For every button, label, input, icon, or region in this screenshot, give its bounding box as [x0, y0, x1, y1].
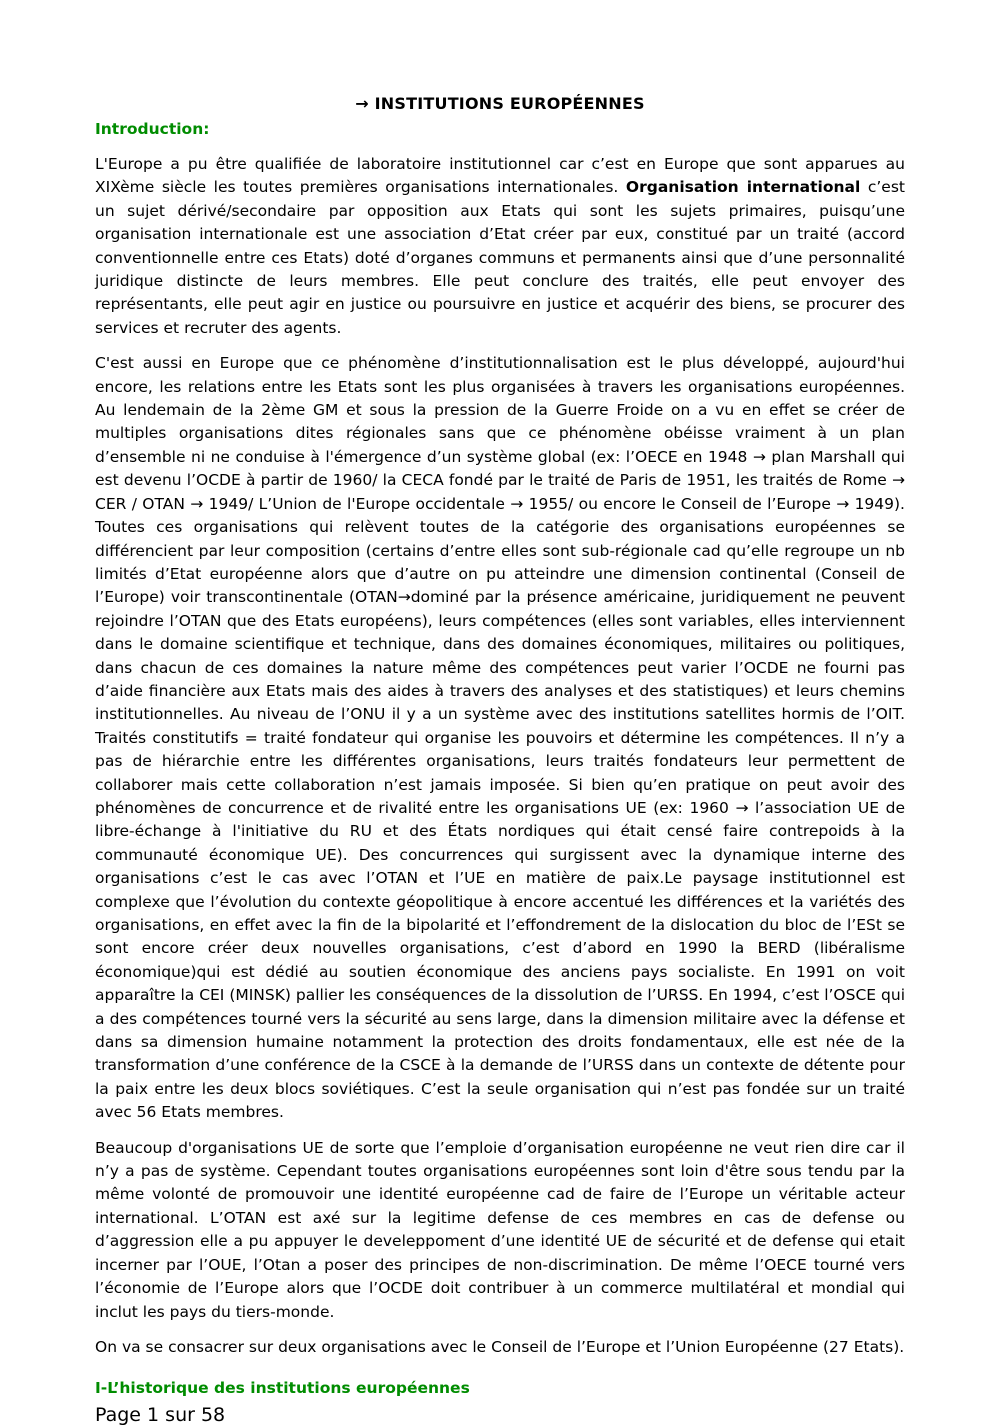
document-title: → INSTITUTIONS EUROPÉENNES — [355, 94, 645, 113]
intro-heading: Introduction: — [95, 120, 210, 138]
bold-phrase-organisation-international: Organisation international — [625, 178, 861, 197]
section-heading-historique: I-L’historique des institutions européennes — [95, 1379, 470, 1398]
paragraph-1-text-before: L'Europe a pu être qualifiée de laboratoire institutionnel car c’est en Europe que sont apparues au XIXème siècle les toutes premières organisations internationales. — [95, 155, 905, 197]
page-number-indicator: Page 1 sur 58 — [95, 1404, 226, 1427]
paragraph-introduction — [95, 153, 905, 340]
paragraph-institutionnalisation: C'est aussi en Europe que ce phénomène d’institutionnalisation est le plus développé, aujourd'hui encore, les relations entre les Etats sont les plus organisées à travers les organisations européennes. Au lendemain de la 2ème GM et sous la pression de la Guerre Froide on a vu en effet se créer de multiples organisations dites régionales sans que ce phénomène obéisse vraiment à un plan d’ensemble ni ne conduise à l'émergence d’un système global (ex: l’OECE en 1948 → plan Marshall qui est devenu l’OCDE à partir de 1960/ la CECA fondé par le traité de Paris de 1951, les traités de Rome → CER / OTAN → 1949/ L’Union de l'Europe occidentale → 1955/ ou encore le Conseil de l’Europe → 1949). Toutes ces organisations qui relèvent toutes de la catégorie des organisations européennes se différencient par leur composition (certains d’entre elles sont sub-régionale cad qu’elle regroupe un nb limités d’Etat européenne alors que d’autre on pu atteindre une dimension continental (Conseil de l’Europe) voir transcontinentale (OTAN→dominé par la présence américaine, juridiquement ne peuvent rejoindre l’OTAN que des Etats européens), leurs compétences (elles sont variables, elles interviennent dans le domaine scientifique et technique, dans des domaines économiques, militaires ou politiques, dans chacun de ces domaines la nature même des compétences peut varier l’OCDE ne fourni pas d’aide financière aux Etats mais des aides à travers des analyses et des statistiques) et leurs chemins institutionnelles. Au niveau de l’ONU il y a un système avec des institutions satellites hormis de l’OIT. Traités constitutifs = traité fondateur qui organise les pouvoirs et détermine les compétences. Il n’y a pas de hiérarchie entre les différentes organisations, leurs traités fondateurs leur permettent de collaborer mais cette collaboration n’est jamais imposée. Si bien qu’en pratique on peut avoir des phénomènes de concurrence et de rivalité entre les organisations UE (ex: 1960 → l’association UE de libre-échange à l'initiative du RU et des États nordiques qui était censé faire contrepoids à la communauté économique UE). Des concurrences qui surgissent avec la dynamique interne des organisations c’est le cas avec l’OTAN et l’UE en matière de paix.Le paysage institutionnel est complexe que l’évolution du contexte géopolitique à encore accentué les différences et la variétés des organisations, en effet avec la fin de la bipolarité et l’effondrement de la dislocation du bloc de l’ESt se sont encore créer deux nouvelles organisations, c’est d’abord en 1990 la BERD (libéralisme économique)qui est dédié au soutien économique des anciens pays socialiste. En 1991 on voit apparaître la CEI (MINSK) pallier les conséquences de la dissolution de l’URSS. En 1994, c’est l’OSCE qui a des compétences tourné vers la sécurité au sens large, dans la dimension militaire avec la défense et dans sa dimension humaine notamment la protection des droits fondamentaux, elle est née de la transformation d’une conférence de la CSCE à la demande de l’URSS dans un contexte de détente pour la paix entre les deux blocs soviétiques. C’est la seule organisation qui n’est pas fondée sur un traité avec 56 Etats membres. — [95, 354, 905, 1122]
paragraph-1-text-after: c’est un sujet dérivé/secondaire par opposition aux Etats qui sont les sujets primaires, puisqu’une organisation internationale est une association d’Etat créer par eux, constitué par un traité (accord conventionnelle entre ces Etats) doté d’organes communs et permanents ainsi que d’une personnalité juridique distincte de leurs membres. Elle peut conclure des traités, elle peut envoyer des représentants, elle peut agir en justice ou poursuivre en justice et acquérir des biens, se procurer des services et recruter des agents. — [95, 178, 905, 337]
paragraph-conclusion: On va se consacrer sur deux organisations avec le Conseil de l’Europe et l’Union Européenne (27 Etats). — [95, 1337, 905, 1356]
paragraph-organisations-ue: Beaucoup d'organisations UE de sorte que l’emploie d’organisation européenne ne veut rien dire car il n’y a pas de système. Cependant toutes organisations européennes sont loin d'être sous tendu par la même volonté de promouvoir une identité européenne cad de faire de l’Europe un véritable acteur international. L’OTAN est axé sur la legitime defense de ces membres en cas de defense ou d’aggression elle a pu appuyer le develeppoment d’une identité UE de sécurité et de defense qui etait incerner par l’OUE, l’Otan a poser des principes de non-discrimination. De même l’OECE tourné vers l’économie de l’Europe alors que l’OCDE doit contribuer à un commerce multilatéral et mondial qui inclut les pays du tiers-monde. — [95, 1138, 905, 1321]
